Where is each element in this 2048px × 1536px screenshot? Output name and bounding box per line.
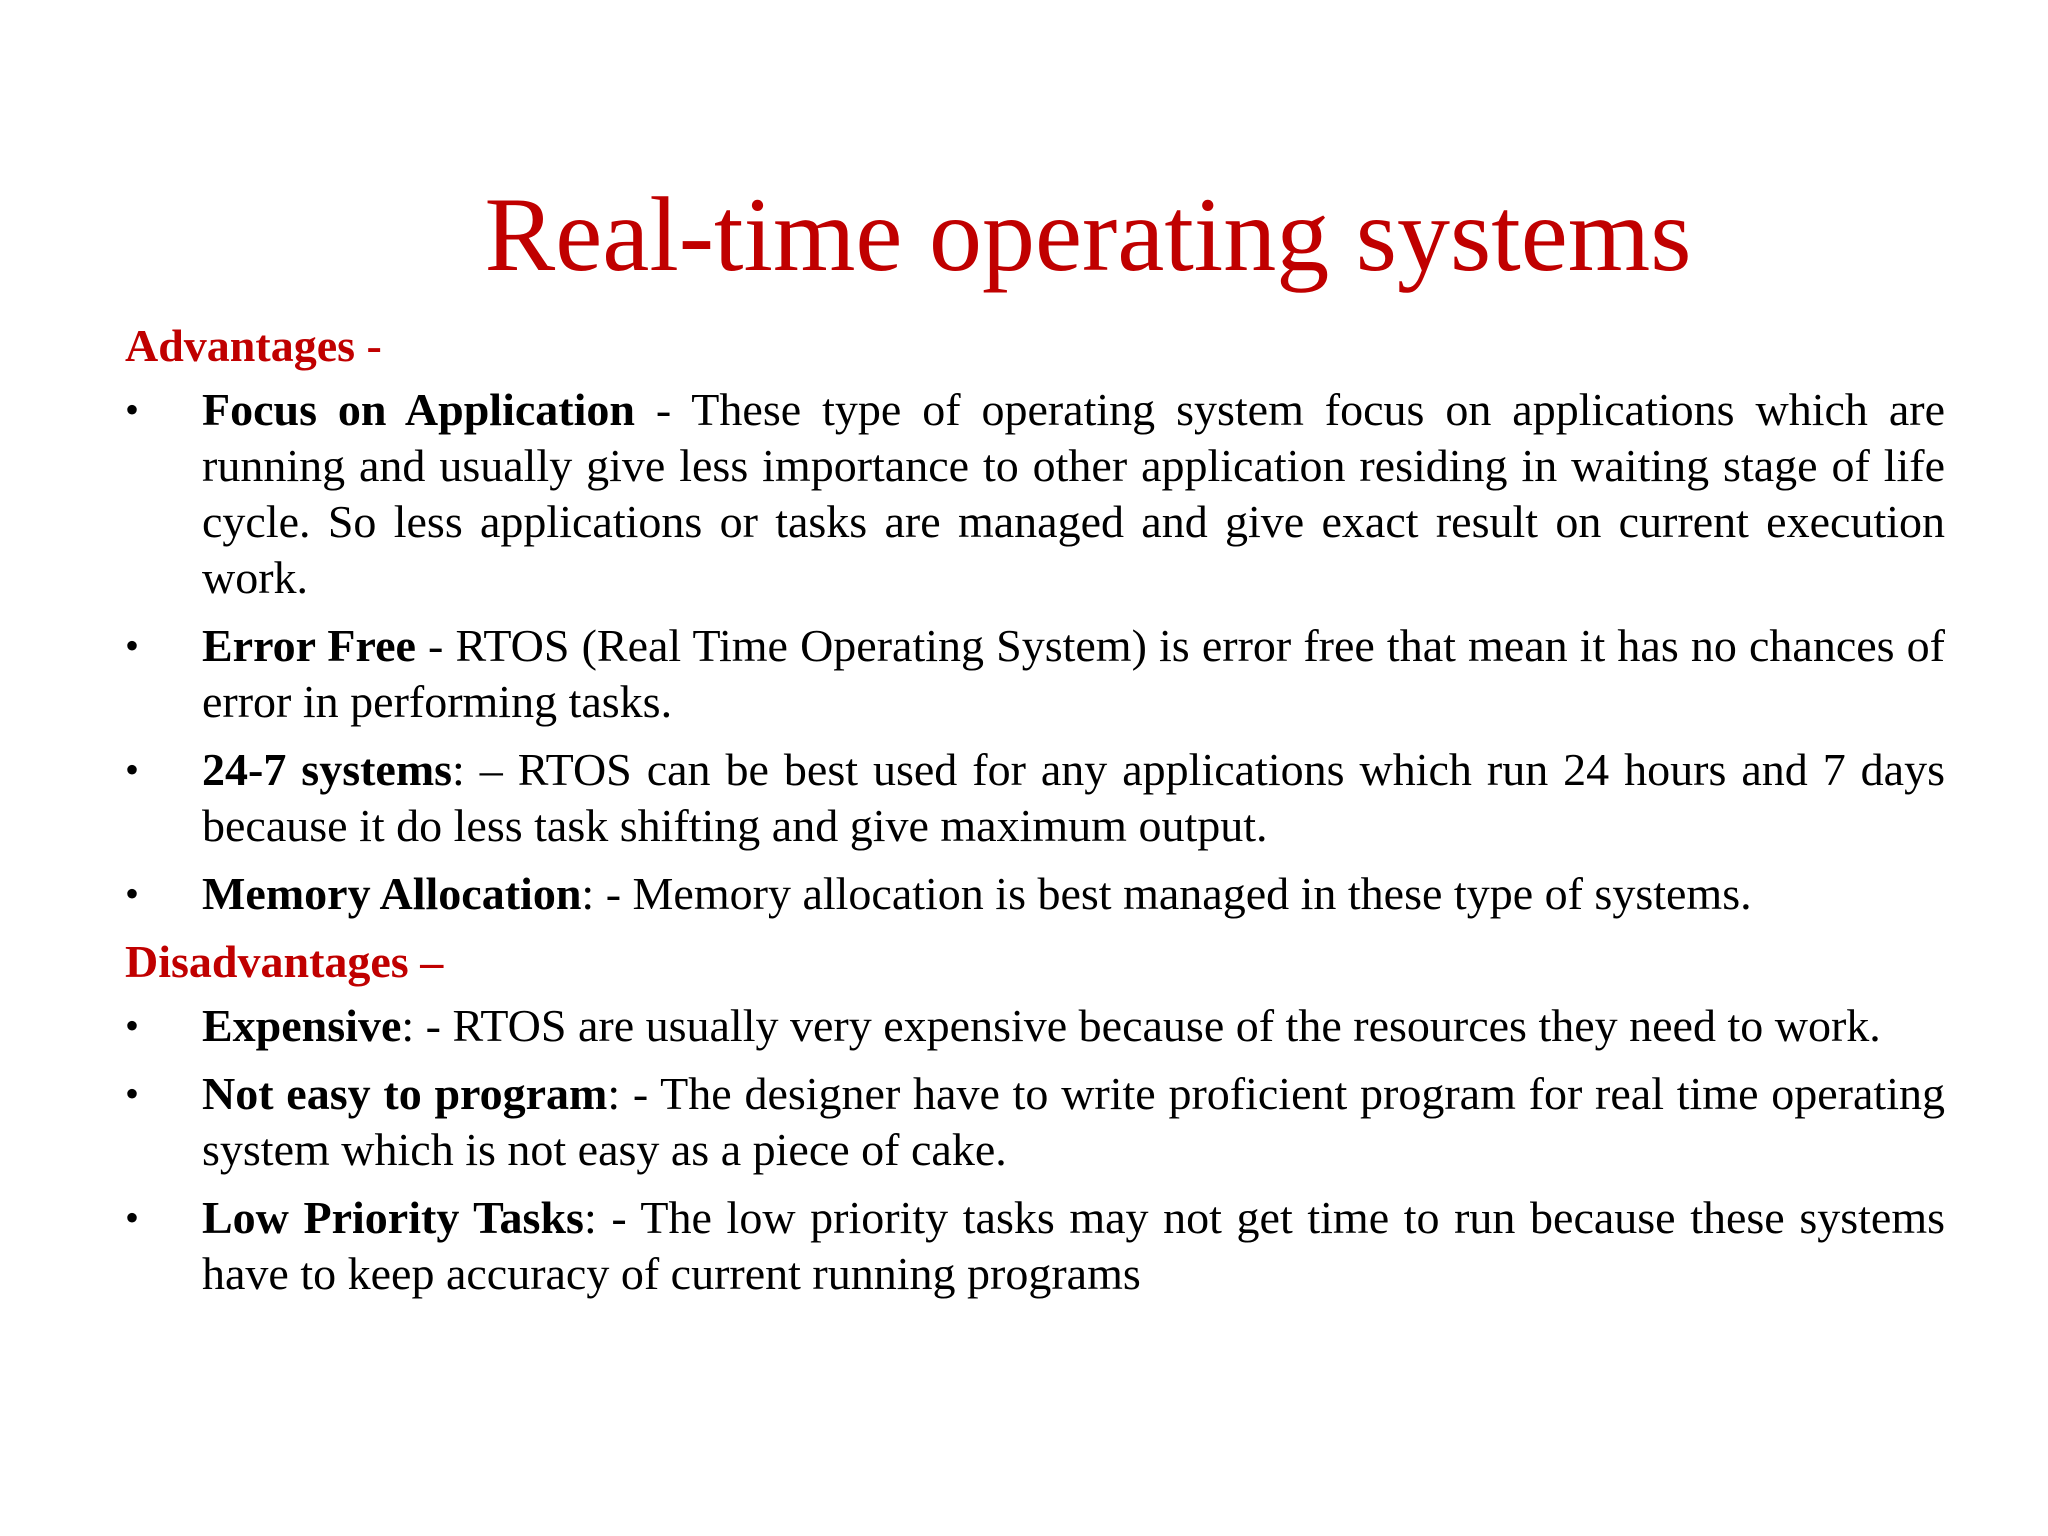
- bullet-icon: •: [125, 1003, 140, 1048]
- advantages-list: [125, 382, 1945, 922]
- item-term: Focus on Application: [202, 384, 635, 435]
- slide-title: Real-time operating systems: [484, 176, 1692, 293]
- bullet-icon: •: [125, 747, 140, 792]
- item-term: Error Free: [202, 620, 416, 671]
- list-item: [125, 998, 1945, 1054]
- bullet-icon: •: [125, 623, 140, 668]
- list-item: [125, 1066, 1945, 1178]
- list-item: [125, 1190, 1945, 1302]
- bullet-icon: •: [125, 1071, 140, 1116]
- disadvantages-heading: Disadvantages –: [125, 936, 444, 987]
- list-item: [125, 742, 1945, 854]
- list-item: [125, 866, 1945, 922]
- item-description: - RTOS (Real Time Operating System) is error free that mean it has no chances of error in performing tasks.: [202, 620, 1945, 727]
- advantages-heading: Advantages -: [125, 320, 382, 371]
- item-description: - These type of operating system focus on applications which are running and usually give less importance to other application residing in waiting stage of life cycle. So less applications or tasks are managed and give exact result on current execution work.: [202, 384, 1945, 603]
- item-term: Expensive: [202, 1000, 402, 1051]
- item-description: : – RTOS can be best used for any applications which run 24 hours and 7 days because it do less task shifting and give maximum output.: [202, 744, 1945, 851]
- bullet-icon: •: [125, 1195, 140, 1240]
- item-description: : - RTOS are usually very expensive because of the resources they need to work.: [401, 1000, 1881, 1051]
- item-description: : - Memory allocation is best managed in these type of systems.: [581, 868, 1752, 919]
- slide-content: [125, 318, 1945, 1314]
- item-description: : - The designer have to write proficient program for real time operating system which is not easy as a piece of cake.: [202, 1068, 1945, 1175]
- item-term: Memory Allocation: [202, 868, 582, 919]
- list-item: [125, 618, 1945, 730]
- item-term: 24-7 systems: [202, 744, 453, 795]
- item-term: Low Priority Tasks: [202, 1192, 584, 1243]
- bullet-icon: •: [125, 387, 140, 432]
- item-term: Not easy to program: [202, 1068, 608, 1119]
- disadvantages-list: [125, 998, 1945, 1302]
- list-item: [125, 382, 1945, 606]
- item-description: : - The low priority tasks may not get time to run because these systems have to keep accuracy of current running programs: [202, 1192, 1946, 1299]
- bullet-icon: •: [125, 871, 140, 916]
